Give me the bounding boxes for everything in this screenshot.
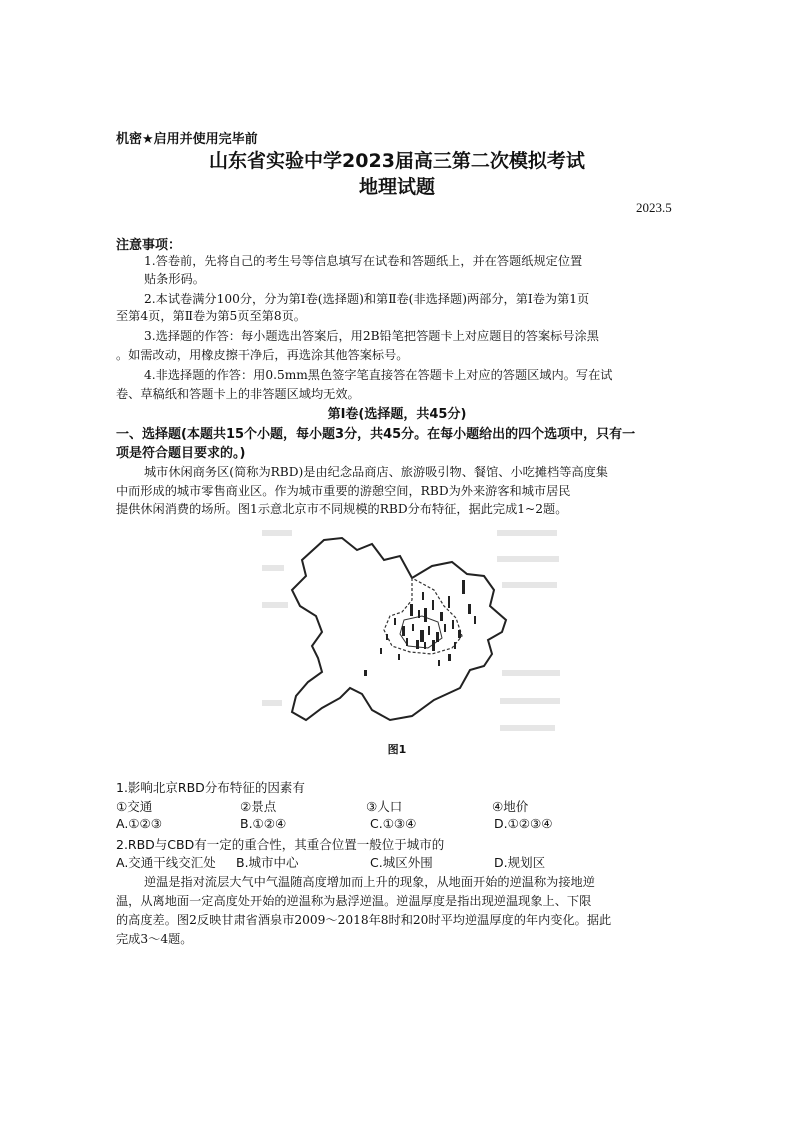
notice-line: 4.非选择题的作答：用0.5mm黑色签字笔直接答在答题卡上对应的答题区域内。写在试 [144, 368, 613, 382]
q1-option-a[interactable]: A.①②③ [116, 816, 162, 831]
subject-title: 地理试题 [358, 176, 435, 198]
passage-line: 的高度差。图2反映甘肃省酒泉市2009～2018年8时和20时平均逆温厚度的年内变化。据此 [116, 913, 612, 927]
rbd-marker [416, 640, 419, 649]
rbd-marker [440, 612, 443, 621]
rbd-marker [386, 634, 388, 640]
q1-option-b[interactable]: B.①②④ [240, 816, 287, 831]
rbd-marker [364, 670, 367, 676]
rbd-marker [394, 618, 396, 625]
rbd-marker [398, 654, 400, 660]
rbd-marker [412, 624, 414, 631]
notice-line: 。如需改动，用橡皮擦干净后，再选涂其他答案标号。 [116, 348, 409, 362]
rbd-marker [424, 608, 427, 622]
rbd-marker [448, 654, 451, 661]
rbd-marker [452, 620, 454, 629]
q1-item-3: ③人口 [366, 799, 403, 814]
figure-caption: 图1 [387, 743, 407, 756]
rbd-marker [418, 610, 420, 618]
notice-line: 贴条形码。 [144, 272, 205, 286]
beijing-rbd-map [262, 520, 562, 760]
notice-line: 卷、草稿纸和答题卡上的非答题区域均无效。 [116, 387, 360, 401]
confidential-label: 机密★启用并使用完毕前 [116, 132, 258, 147]
rbd-marker [448, 596, 450, 608]
passage-line: 中而形成的城市零售商业区。作为城市重要的游憩空间，RBD为外来游客和城市居民 [116, 484, 571, 498]
q1-item-2: ②景点 [240, 799, 277, 814]
notice-line: 至第4页，第Ⅱ卷为第5页至第8页。 [116, 309, 306, 323]
rbd-marker [422, 592, 424, 600]
rbd-marker [380, 648, 382, 654]
exam-title: 山东省实验中学2023届高三第二次模拟考试 [209, 150, 585, 172]
rbd-marker [432, 600, 434, 610]
rbd-marker [468, 604, 471, 614]
section-heading: 第Ⅰ卷(选择题，共45分) [327, 407, 467, 422]
rbd-marker [458, 630, 461, 638]
rbd-marker [424, 642, 426, 649]
rbd-marker [462, 580, 465, 594]
notice-heading: 注意事项： [116, 238, 182, 253]
q2-option-a[interactable]: A.交通干线交汇处 [116, 855, 216, 870]
q2-option-c[interactable]: C.城区外围 [370, 855, 433, 870]
passage-line: 完成3～4题。 [116, 932, 193, 946]
notice-line: 2.本试卷满分100分，分为第Ⅰ卷(选择题)和第Ⅱ卷(非选择题)两部分，第Ⅰ卷为第1页 [144, 292, 590, 306]
rbd-marker [438, 660, 440, 666]
beijing-outline [292, 538, 506, 720]
rbd-markers [364, 580, 476, 676]
rbd-marker [406, 638, 408, 646]
rbd-marker [420, 630, 424, 642]
notice-line: 3.选择题的作答：每小题选出答案后，用2B铅笔把答题卡上对应题目的答案标号涂黑 [144, 329, 599, 343]
rbd-marker [432, 640, 435, 651]
notice-line: 1.答卷前，先将自己的考生号等信息填写在试卷和答题纸上，并在答题纸规定位置 [144, 254, 583, 268]
q1-item-1: ①交通 [116, 799, 153, 814]
q1-item-4: ④地价 [492, 799, 529, 814]
faded-background-text [262, 530, 560, 731]
q2-option-d[interactable]: D.规划区 [494, 855, 546, 870]
part-instructions: 一、选择题(本题共15个小题，每小题3分，共45分。在每小题给出的四个选项中，只有一 [116, 427, 636, 442]
rbd-marker [436, 632, 439, 642]
part-instructions: 项是符合题目要求的。) [116, 446, 246, 461]
passage-line: 城市休闲商务区(简称为RBD)是由纪念品商店、旅游吸引物、餐馆、小吃摊档等高度集 [144, 465, 608, 479]
rbd-marker [402, 626, 405, 636]
rbd-marker [474, 616, 476, 624]
passage-line: 温，从离地面一定高度处开始的逆温称为悬浮逆温。逆温厚度是指出现逆温现象上、下限 [116, 894, 592, 908]
exam-date: 2023.5 [636, 200, 672, 215]
rbd-marker [454, 642, 456, 649]
q2-option-b[interactable]: B.城市中心 [236, 855, 299, 870]
q1-option-c[interactable]: C.①③④ [370, 816, 417, 831]
passage-line: 提供休闲消费的场所。图1示意北京市不同规模的RBD分布特征，据此完成1~2题。 [116, 502, 568, 516]
rbd-marker [444, 624, 446, 632]
rbd-marker [428, 626, 430, 635]
rbd-marker [410, 604, 413, 616]
q1-option-d[interactable]: D.①②③④ [494, 816, 553, 831]
passage-line: 逆温是指对流层大气中气温随高度增加而上升的现象，从地面开始的逆温称为接地逆 [144, 875, 595, 889]
question-2-stem: 2.RBD与CBD有一定的重合性，其重合位置一般位于城市的 [116, 837, 445, 852]
question-1-stem: 1.影响北京RBD分布特征的因素有 [116, 780, 305, 795]
